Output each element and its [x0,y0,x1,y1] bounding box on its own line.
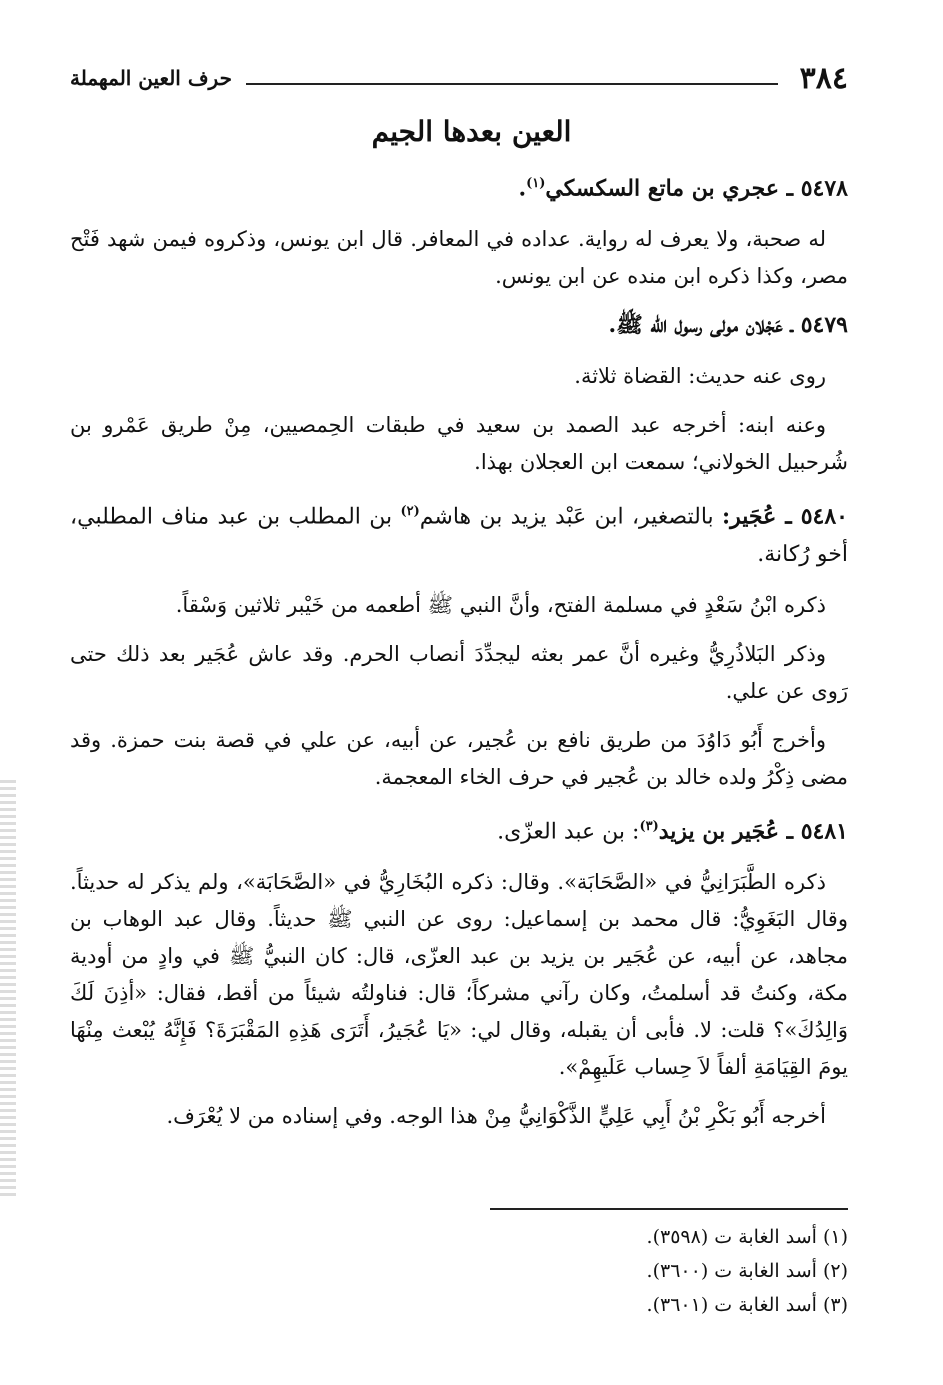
paragraph: روى عنه حديث: القضاة ثلاثة. [574,364,826,389]
footnote-rule [490,1208,848,1210]
paragraph: ذكره الطَّبَرَانِيُّ في «الصَّحَابَة». وقال: ذكره البُخَارِيُّ في «الصَّحَابَة»، ولم يذكر له حديثاً. وقال البَغَوِيُّ: قال محمد بن إسماعيل: روى عن النبي ﷺ حديثاً. وقال عبد الوهاب بن مجاهد، عن أبيه، عن عُجَير بن يزيد بن عبد العزّى، قال: كان النبيُّ ﷺ في وادٍ من أودية مكة، وكنتُ قد أسلمتُ، وكان رآني مشركاً؛ قال: فناولتُه شيئاً من أقط، فقال: «أذِنَ لَكَ وَالِدُكَ»؟ قلت: لا. فأبى أن يقبله، وقال لي: «يَا عُجَيرُ، أَتَرَى هَذِهِ المَقْبَرَةَ؟ فَإِنَّهُ يُبْعث مِنْهَا يومَ القِيَامَةِ ألفاً لاَ حِساب عَلَيهِمْ». [70,869,848,1079]
paragraph: له صحبة، ولا يعرف له رواية. عداده في المعافر. قال ابن يونس، وذكروه فيمن شهد فَتْح مصر، وكذا ذكره ابن منده عن ابن يونس. [70,227,848,289]
footnote-ref: (٢) [400,504,420,520]
entry-heading: ٥٤٧٨ ـ عجري بن ماتع السكسكي$^{(١)}$. [518,175,848,202]
entry-heading: ٥٤٨١ ـ عُجَير بن يزيد$^{(٣)}$: بن عبد العزّى. [497,817,848,844]
entry-heading: ٥٤٧٩ ـ عَجْلان مولى رسول الله ﷺ. [608,312,848,339]
header-rule [246,83,778,85]
section-title: العين بعدها الجيم [371,115,572,148]
footnote: (٣) أسد الغابة ت (٣٦٠١). [646,1294,848,1316]
footnote-ref: (١) [526,176,546,191]
scan-edge-shadow [0,780,16,1200]
main-text [70,165,848,1147]
footnote-ref: (٣) [639,818,659,834]
entry-heading: ٥٤٨٠ ـ عُجَير: بالتصغير، ابن عَبْد يزيد بن هاشم$^{(٢)}$ بن المطلب بن عبد مناف المطلبي، أخو رُكانة. [70,503,848,567]
paragraph: أخرجه أَبُو بَكْرِ بْنُ أَبِي عَلِيٍّ الذَّكْوَانِيُّ مِنْ هذا الوجه. وفي إسناده من لا يُعْرَف. [166,1103,826,1128]
paragraph: وأخرج أَبُو دَاوُدَ من طريق نافع بن عُجير، عن أبيه، عن علي في قصة بنت حمزة. وقد مضى ذِكْرُ ولده خالد بن عُجير في حرف الخاء المعجمة. [70,727,848,789]
paragraph: وعنه ابنه: أخرجه عبد الصمد بن سعيد في طبقات الحِمصيين، مِنْ طريق عَمْرو بن شُرحبيل الخولاني؛ سمعت ابن العجلان بهذا. [70,413,848,475]
footnote: (٢) أسد الغابة ت (٣٦٠٠). [646,1260,848,1282]
footnotes [448,1220,848,1322]
paragraph: وذكر البَلاذُرِيُّ وغيره أنَّ عمر بعثه ليجدِّدَ أنصاب الحرم. وقد عاش عُجَير بعد ذلك حتى رَوى عن علي. [70,641,848,703]
page-header [70,58,848,98]
page-number: ٣٨٤ [799,60,848,96]
paragraph: ذكره ابْنُ سَعْدٍ في مسلمة الفتح، وأنَّ النبي ﷺ أطعمه من خَيْبر ثلاثين وَسْقاً. [175,592,826,617]
running-title: حرف العين المهملة [70,66,232,90]
footnote: (١) أسد الغابة ت (٣٥٩٨). [646,1226,848,1248]
